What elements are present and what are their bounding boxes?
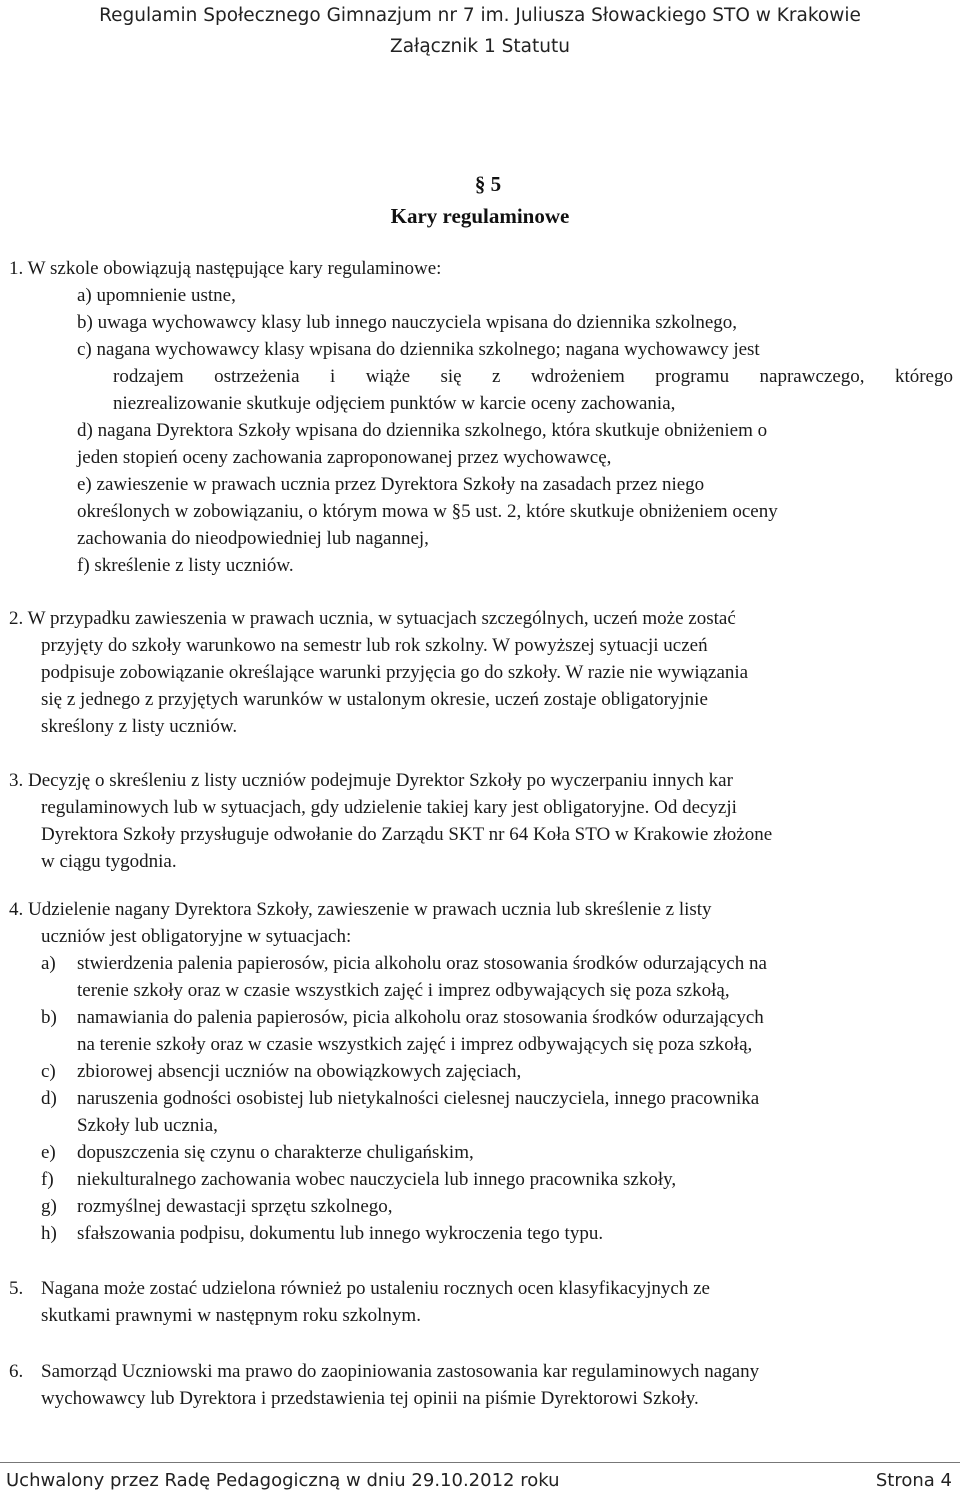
list-item-text: dopuszczenia się czynu o charakterze chuligańskim,	[77, 1142, 474, 1163]
list-item-label: f)	[41, 1169, 54, 1190]
header-subtitle: Załącznik 1 Statutu	[390, 36, 570, 57]
list-item-label: h)	[41, 1223, 57, 1244]
paragraph-3-line: regulaminowych lub w sytuacjach, gdy udzielenie takiej kary jest obligatoryjne. Od decyzji	[41, 797, 737, 818]
paragraph-2-line: podpisuje zobowiązanie określające warunki przyjęcia go do szkoły. W razie nie wywiązania	[41, 662, 749, 683]
list-item-c: c) nagana wychowawcy klasy wpisana do dziennika szkolnego; nagana wychowawcy jest	[77, 339, 760, 360]
footer-divider	[0, 1462, 960, 1463]
list-item-text: na terenie szkoły oraz w czasie wszystkich zajęć i imprez odbywających się poza szkołą,	[77, 1034, 753, 1055]
list-item-text: stwierdzenia palenia papierosów, picia alkoholu oraz stosowania środków odurzających na	[77, 953, 767, 974]
list-item-label: d)	[41, 1088, 57, 1109]
list-item-text: rozmyślnej dewastacji sprzętu szkolnego,	[77, 1196, 393, 1217]
paragraph-5-line: Nagana może zostać udzielona również po ustaleniu rocznych ocen klasyfikacyjnych ze	[41, 1278, 710, 1299]
list-item-c-cont: niezrealizowanie skutkuje odjęciem punktów w karcie oceny zachowania,	[113, 393, 676, 414]
list-item-text: sfałszowania podpisu, dokumentu lub innego wykroczenia tego typu.	[77, 1223, 604, 1244]
list-item-e-cont: zachowania do nieodpowiedniej lub nagannej,	[77, 528, 429, 549]
list-item-text: niekulturalnego zachowania wobec nauczyciela lub innego pracownika szkoły,	[77, 1169, 677, 1190]
header-title: Regulamin Społecznego Gimnazjum nr 7 im. Juliusza Słowackiego STO w Krakowie	[99, 5, 861, 26]
list-item-a: a) upomnienie ustne,	[77, 285, 236, 306]
list-item-e: e) zawieszenie w prawach ucznia przez Dyrektora Szkoły na zasadach przez niego	[77, 474, 705, 495]
paragraph-4-intro: 4. Udzielenie nagany Dyrektora Szkoły, zawieszenie w prawach ucznia lub skreślenie z listy	[9, 899, 712, 920]
list-item-d-cont: jeden stopień oceny zachowania zaproponowanej przez wychowawcę,	[77, 447, 612, 468]
list-item-e-cont: określonych w zobowiązaniu, o którym mowa w §5 ust. 2, które skutkuje obniżeniem oceny	[77, 501, 778, 522]
paragraph-4-intro-cont: uczniów jest obligatoryjne w sytuacjach:	[41, 926, 352, 947]
footer-approval-text: Uchwalony przez Radę Pedagogiczną w dniu 29.10.2012 roku	[6, 1470, 560, 1491]
paragraph-3-line: w ciągu tygodnia.	[41, 851, 177, 872]
section-number: § 5	[474, 172, 502, 196]
paragraph-6-number: 6.	[9, 1361, 24, 1382]
list-item-f: f) skreślenie z listy uczniów.	[77, 555, 294, 576]
paragraph-2-line: 2. W przypadku zawieszenia w prawach ucznia, w sytuacjach szczególnych, uczeń może zostać	[9, 608, 736, 629]
list-item-label: b)	[41, 1007, 57, 1028]
paragraph-5-line: skutkami prawnymi w następnym roku szkolnym.	[41, 1305, 421, 1326]
page-number: Strona 4	[875, 1470, 952, 1491]
list-item-label: a)	[41, 953, 56, 974]
list-item-text: zbiorowej absencji uczniów na obowiązkowych zajęciach,	[77, 1061, 522, 1082]
list-item-label: c)	[41, 1061, 56, 1082]
list-item-b: b) uwaga wychowawcy klasy lub innego nauczyciela wpisana do dziennika szkolnego,	[77, 312, 738, 333]
paragraph-2-line: skreślony z listy uczniów.	[41, 716, 238, 737]
paragraph-2-line: przyjęty do szkoły warunkowo na semestr lub rok szkolny. W powyższej sytuacji uczeń	[41, 635, 708, 656]
list-item-text: terenie szkoły oraz w czasie wszystkich zajęć i imprez odbywających się poza szkołą,	[77, 980, 730, 1001]
list-item-d: d) nagana Dyrektora Szkoły wpisana do dziennika szkolnego, która skutkuje obniżeniem o	[77, 420, 768, 441]
list-item-label: g)	[41, 1196, 57, 1217]
document-header	[0, 0, 960, 62]
paragraph-6-line: Samorząd Uczniowski ma prawo do zaopiniowania zastosowania kar regulaminowych nagany	[41, 1361, 760, 1382]
paragraph-3-line: Dyrektora Szkoły przysługuje odwołanie do Zarządu SKT nr 64 Koła STO w Krakowie złożone	[41, 824, 773, 845]
list-item-label: e)	[41, 1142, 56, 1163]
paragraph-2-line: się z jednego z przyjętych warunków w ustalonym okresie, uczeń zostaje obligatoryjnie	[41, 689, 708, 710]
section-title: Kary regulaminowe	[390, 204, 570, 228]
list-item-c-cont: rodzajem ostrzeżenia i wiąże się z wdrożeniem programu naprawczego, którego	[113, 366, 953, 387]
list-item-text: naruszenia godności osobistej lub nietykalności cielesnej nauczyciela, innego pracownika	[77, 1088, 760, 1109]
list-item-text: Szkoły lub ucznia,	[77, 1115, 218, 1136]
paragraph-3-line: 3. Decyzję o skreśleniu z listy uczniów podejmuje Dyrektor Szkoły po wyczerpaniu innych kar	[9, 770, 733, 791]
list-item-text: namawiania do palenia papierosów, picia alkoholu oraz stosowania środków odurzających	[77, 1007, 764, 1028]
paragraph-1-intro: 1. W szkole obowiązują następujące kary regulaminowe:	[9, 258, 442, 279]
paragraph-5-number: 5.	[9, 1278, 24, 1299]
paragraph-6-line: wychowawcy lub Dyrektora i przedstawienia tej opinii na piśmie Dyrektorowi Szkoły.	[41, 1388, 699, 1409]
